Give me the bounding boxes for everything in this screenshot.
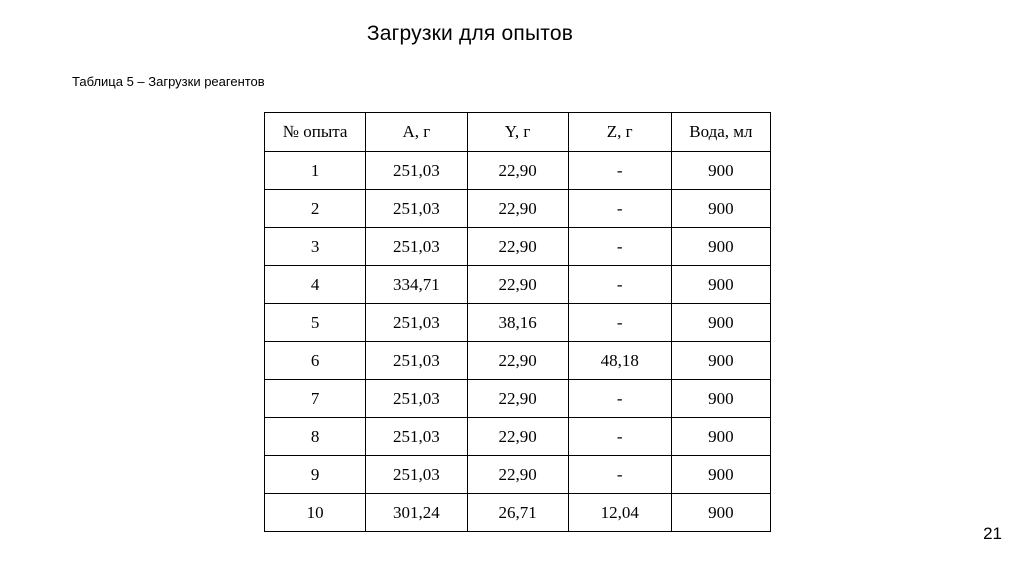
table-cell-water: 900 (671, 380, 770, 418)
table-cell-y: 22,90 (467, 456, 568, 494)
table-cell-a: 251,03 (366, 304, 467, 342)
table-cell-a: 251,03 (366, 152, 467, 190)
table-row (265, 456, 771, 494)
header-cell-water: Вода, мл (671, 113, 770, 152)
table-cell-experiment-number: 5 (265, 304, 366, 342)
table-cell-z: - (568, 304, 671, 342)
table-cell-water: 900 (671, 418, 770, 456)
table-row (265, 342, 771, 380)
table-cell-water: 900 (671, 190, 770, 228)
table-row (265, 190, 771, 228)
table-cell-y: 22,90 (467, 342, 568, 380)
header-cell-z: Z, г (568, 113, 671, 152)
table-row (265, 418, 771, 456)
table-caption: Таблица 5 – Загрузки реагентов (72, 74, 265, 89)
table-row (265, 266, 771, 304)
table-cell-y: 22,90 (467, 380, 568, 418)
table-header (265, 113, 771, 152)
table-body (265, 152, 771, 532)
table-cell-water: 900 (671, 304, 770, 342)
table-cell-experiment-number: 3 (265, 228, 366, 266)
slide-title: Загрузки для опытов (366, 22, 574, 45)
header-cell-experiment-number: № опыта (265, 113, 366, 152)
table-cell-experiment-number: 9 (265, 456, 366, 494)
table-cell-y: 22,90 (467, 266, 568, 304)
table-cell-y: 26,71 (467, 494, 568, 532)
table-cell-water: 900 (671, 152, 770, 190)
table-cell-experiment-number: 6 (265, 342, 366, 380)
table-cell-a: 251,03 (366, 228, 467, 266)
table-cell-water: 900 (671, 342, 770, 380)
table-cell-experiment-number: 7 (265, 380, 366, 418)
header-cell-y: Y, г (467, 113, 568, 152)
table-cell-a: 334,71 (366, 266, 467, 304)
table-row (265, 304, 771, 342)
table-cell-experiment-number: 10 (265, 494, 366, 532)
table-row (265, 380, 771, 418)
table-cell-experiment-number: 1 (265, 152, 366, 190)
table-cell-experiment-number: 8 (265, 418, 366, 456)
table-cell-z: - (568, 418, 671, 456)
table-cell-water: 900 (671, 228, 770, 266)
table-cell-z: - (568, 152, 671, 190)
table-row (265, 494, 771, 532)
table-cell-water: 900 (671, 456, 770, 494)
table-row (265, 228, 771, 266)
header-row (265, 113, 771, 152)
page-number: 21 (983, 524, 1002, 543)
table-cell-a: 301,24 (366, 494, 467, 532)
table-row (265, 152, 771, 190)
table-cell-water: 900 (671, 494, 770, 532)
reagent-loads-table (264, 112, 771, 532)
table-cell-water: 900 (671, 266, 770, 304)
table-cell-y: 38,16 (467, 304, 568, 342)
table-cell-a: 251,03 (366, 418, 467, 456)
table-cell-a: 251,03 (366, 190, 467, 228)
table-cell-z: - (568, 380, 671, 418)
table-cell-experiment-number: 4 (265, 266, 366, 304)
table-cell-y: 22,90 (467, 152, 568, 190)
table-cell-experiment-number: 2 (265, 190, 366, 228)
table-cell-y: 22,90 (467, 190, 568, 228)
table-cell-z: - (568, 456, 671, 494)
table-cell-a: 251,03 (366, 456, 467, 494)
table-cell-y: 22,90 (467, 418, 568, 456)
table-cell-z: 48,18 (568, 342, 671, 380)
table-cell-y: 22,90 (467, 228, 568, 266)
table-cell-a: 251,03 (366, 342, 467, 380)
table-cell-a: 251,03 (366, 380, 467, 418)
table-cell-z: - (568, 266, 671, 304)
table-cell-z: - (568, 190, 671, 228)
table-cell-z: 12,04 (568, 494, 671, 532)
header-cell-a: А, г (366, 113, 467, 152)
table-cell-z: - (568, 228, 671, 266)
